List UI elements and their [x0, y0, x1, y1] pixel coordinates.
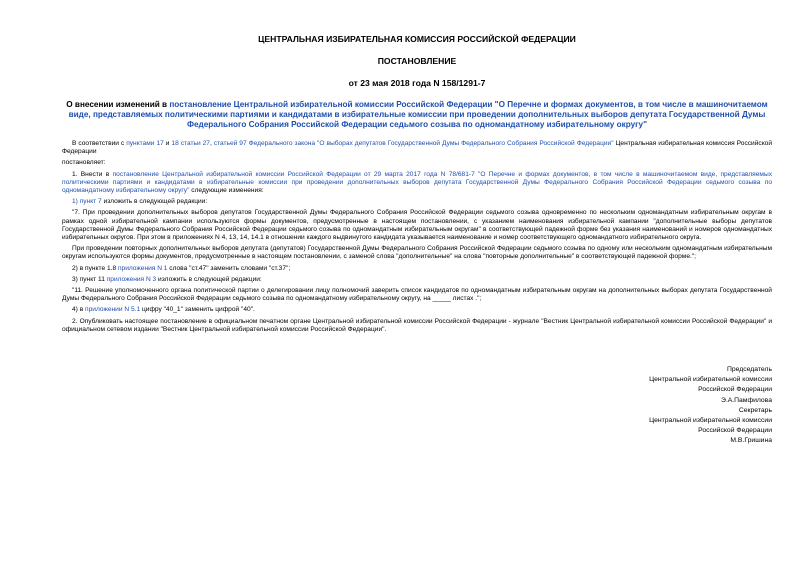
- item7-link[interactable]: 1) пункт 7: [72, 198, 102, 206]
- paragraph-item7-text: "7. При проведении дополнительных выборов депутатов Государственной Думы Федерального Собрания Российской Федерации седьмого созыва одновременно по нескольким одномандатным избирательным округам в рамках одной избирательной кампании используются формы документов, предусмотренные в настоящем постановлении, с указанием наименования избирательной кампании "дополнительные выборы депутатов Государственной Думы Федерального Собрания Российской Федерации седьмого созыва по одномандатным избирательным округам" в соответствующей падежной форме без указания наименований и номеров одномандатных избирательных округов. При этом в приложениях N 4, 13, 14, 14.1 в отношении каждого выдвинутого кандидата указывается наименование и номер соответствующего одномандатного избирательного округа.: [62, 209, 772, 242]
- chair-org: Центральной избирательной комиссии: [649, 376, 772, 384]
- law-link-p18[interactable]: 18 статьи 27: [171, 140, 210, 147]
- paragraph-1-2: [62, 265, 772, 273]
- appendix1-link[interactable]: приложения N 1: [117, 264, 168, 272]
- text: цифру "40_1" заменить цифрой "40".: [140, 306, 255, 314]
- document-type: ПОСТАНОВЛЕНИЕ: [377, 56, 457, 66]
- paragraph-item7-text-2: При проведении повторных дополнительных выборов депутата (депутатов) Государственной Думы Федерального Собрания Российской Федерации седьмого созыва по одному или нескольким одномандатным избирательным округам используются формы документов, предусмотренные в настоящем постановлении, с заменой слова "дополнительные" на слова "повторные дополнительные" в соответствующей падежной форме.";: [62, 245, 772, 261]
- law-link-art97[interactable]: статьей 97 Федерального закона "О выборах депутатов Государственной Думы Федерального Собрания Российской Федерации": [213, 140, 614, 147]
- paragraph-basis: [62, 140, 772, 156]
- paragraph-item11-text: "11. Решение уполномоченного органа политической партии о делегировании лицу полномочий заверить список кандидатов по одномандатным избирательным округам на дополнительных выборах депутата Государственной Думы Федерального Собрания Российской Федерации седьмого созыва по одномандатному избирательному округу, на _____ листах .";: [62, 287, 772, 303]
- text: 2) в пункте 1.8: [72, 264, 118, 272]
- law-link-p17[interactable]: пунктами 17: [126, 140, 164, 147]
- text: слова "ст.47" заменить словами "ст.37";: [167, 264, 291, 272]
- document-body: [62, 140, 772, 334]
- document-title: [62, 100, 772, 130]
- issuer-heading: ЦЕНТРАЛЬНАЯ ИЗБИРАТЕЛЬНАЯ КОМИССИЯ РОССИЙСКОЙ ФЕДЕРАЦИИ: [258, 34, 576, 44]
- chair-title: Председатель: [727, 366, 772, 373]
- paragraph-1-3: [62, 276, 772, 284]
- text: 4) в: [72, 306, 86, 314]
- secretary-title: Секретарь: [738, 406, 772, 414]
- text: ,: [209, 140, 214, 147]
- appendix3-link[interactable]: приложения N 3: [106, 275, 157, 283]
- text: изложить в следующей редакции:: [101, 198, 208, 206]
- paragraph-2: 2. Опубликовать настоящее постановление в официальном печатном органе Центральной избирательной комиссии Российской Федерации - журнале "Вестник Центральной избирательной комиссии Российской Федерации" и официальном сетевом издании "Вестник Центральной избирательной комиссии Российской Федерации".: [62, 317, 772, 333]
- text: изложить в следующей редакции:: [156, 275, 262, 283]
- text: 3) пункт 11: [72, 275, 107, 283]
- title-link[interactable]: постановление Центральной избирательной комиссии Российской Федерации "О Перечне и формах документов, в том числе в машиночитаемом виде, представляемых политическими партиями и кандидатами в избирательные комиссии при проведении дополнительных выборов депутата Государственной Думы Федерального Собрания Российской Федерации седьмого созыва по одномандатному избирательному округу": [68, 100, 768, 129]
- paragraph-1-4: [62, 306, 772, 314]
- document-page: [62, 34, 772, 337]
- resolution-link[interactable]: постановление Центральной избирательной комиссии Российской Федерации от 29 марта 2017 года N 78/681-7 "О Перечне и формах документов, в том числе в машиночитаемом виде, представляемых политическими партиями и кандидатами в избирательные комиссии при проведении дополнительных выборов депутата Государственной Думы Федерального Собрания Российской Федерации седьмого созыва по одномандатному избирательному округу": [62, 170, 772, 195]
- chair-country: Российской Федерации: [698, 386, 772, 394]
- chair-name: Э.А.Памфилова: [720, 396, 772, 404]
- signature-block: [632, 365, 772, 447]
- text: В соответствии с: [72, 140, 127, 147]
- text: следующие изменения:: [189, 187, 264, 195]
- paragraph-1-1: [62, 198, 772, 206]
- paragraph-1: [62, 171, 772, 196]
- text: 1. Внести в: [72, 170, 113, 178]
- appendix51-link[interactable]: приложении N 5.1: [85, 306, 141, 314]
- text: и: [163, 140, 172, 147]
- secretary-org: Центральной избирательной комиссии: [649, 417, 772, 425]
- title-prefix: О внесении изменений в: [66, 100, 170, 109]
- document-date: от 23 мая 2018 года N 158/1291-7: [348, 78, 486, 88]
- paragraph-resolves: постановляет:: [62, 159, 106, 167]
- secretary-name: М.В.Гришина: [730, 437, 772, 445]
- secretary-country: Российской Федерации: [698, 427, 772, 435]
- text: Центральная избирательная комиссия Российской Федерации: [62, 140, 773, 156]
